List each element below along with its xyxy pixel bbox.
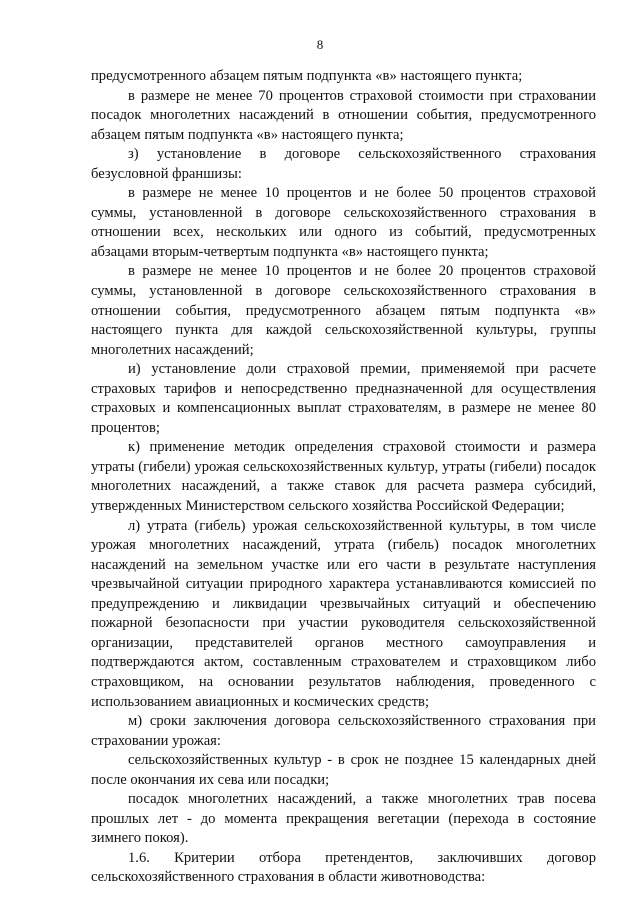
paragraph: м) сроки заключения договора сельскохозяйственного страхования при страховании урожая: (91, 713, 596, 749)
page-number: 8 (316, 37, 324, 52)
paragraph: в размере не менее 70 процентов страховой стоимости при страховании посадок многолетних насаждений в отношении события, предусмотренного абзацем пятым подпункта «в» настоящего пункта; (91, 87, 596, 143)
paragraph: и) установление доли страховой премии, применяемой при расчете страховых тарифов и непосредственно предназначенной для осуществления страховых и компенсационных выплат страхователям, в размере не менее 80 процентов; (91, 361, 596, 436)
paragraph: 1.6. Критерии отбора претендентов, заключивших договор сельскохозяйственного страхования в области животноводства: (91, 849, 596, 886)
paragraph: предусмотренного абзацем пятым подпункта «в» настоящего пункта; (91, 68, 523, 84)
paragraph: з) установление в договоре сельскохозяйственного страхования безусловной франшизы: (91, 146, 596, 182)
paragraph: сельскохозяйственных культур - в срок не позднее 15 календарных дней после окончания их сева или посадки; (91, 752, 596, 788)
paragraph: в размере не менее 10 процентов и не более 20 процентов страховой суммы, установленной в договоре сельскохозяйственного страхования в отношении события, предусмотренного абзацем пятым подпункта «в» настоящего пункта для каждой сельскохозяйственной культуры, группы многолетних насаждений; (91, 263, 596, 358)
paragraph: к) применение методик определения страховой стоимости и размера утраты (гибели) урожая сельскохозяйственных культур, утраты (гибели) посадок многолетних насаждений, а также ставок для расчета размера субсидий, утвержденных Министерством сельского хозяйства Российской Федерации; (91, 439, 596, 515)
paragraph: л) утрата (гибель) урожая сельскохозяйственной культуры, в том числе урожая многолетних насаждений, утрата (гибель) посадок многолетних насаждений на земельном участке или его части в результате наступления чрезвычайной ситуации природного характера устанавливаются комиссией по предупреждению и ликвидации чрезвычайных ситуаций и обеспечению пожарной безопасности при участии руководителя сельскохозяйственной организации, представителей органов местного самоуправления и подтверждаются актом, составленным страхователем и страховщиком либо страховщиком, на основании результатов наблюдения, проведенного с использованием авиационных и космических средств; (91, 517, 596, 710)
document-body (91, 67, 596, 888)
paragraph: в размере не менее 10 процентов и не более 50 процентов страховой суммы, установленной в договоре сельскохозяйственного страхования в отношении всех, нескольких или одного из событий, предусмотренных абзацами вторым-четвертым подпункта «в» настоящего пункта; (91, 185, 596, 260)
paragraph: посадок многолетних насаждений, а также многолетних трав посева прошлых лет - до момента прекращения вегетации (перехода в состояние зимнего покоя). (91, 791, 596, 847)
